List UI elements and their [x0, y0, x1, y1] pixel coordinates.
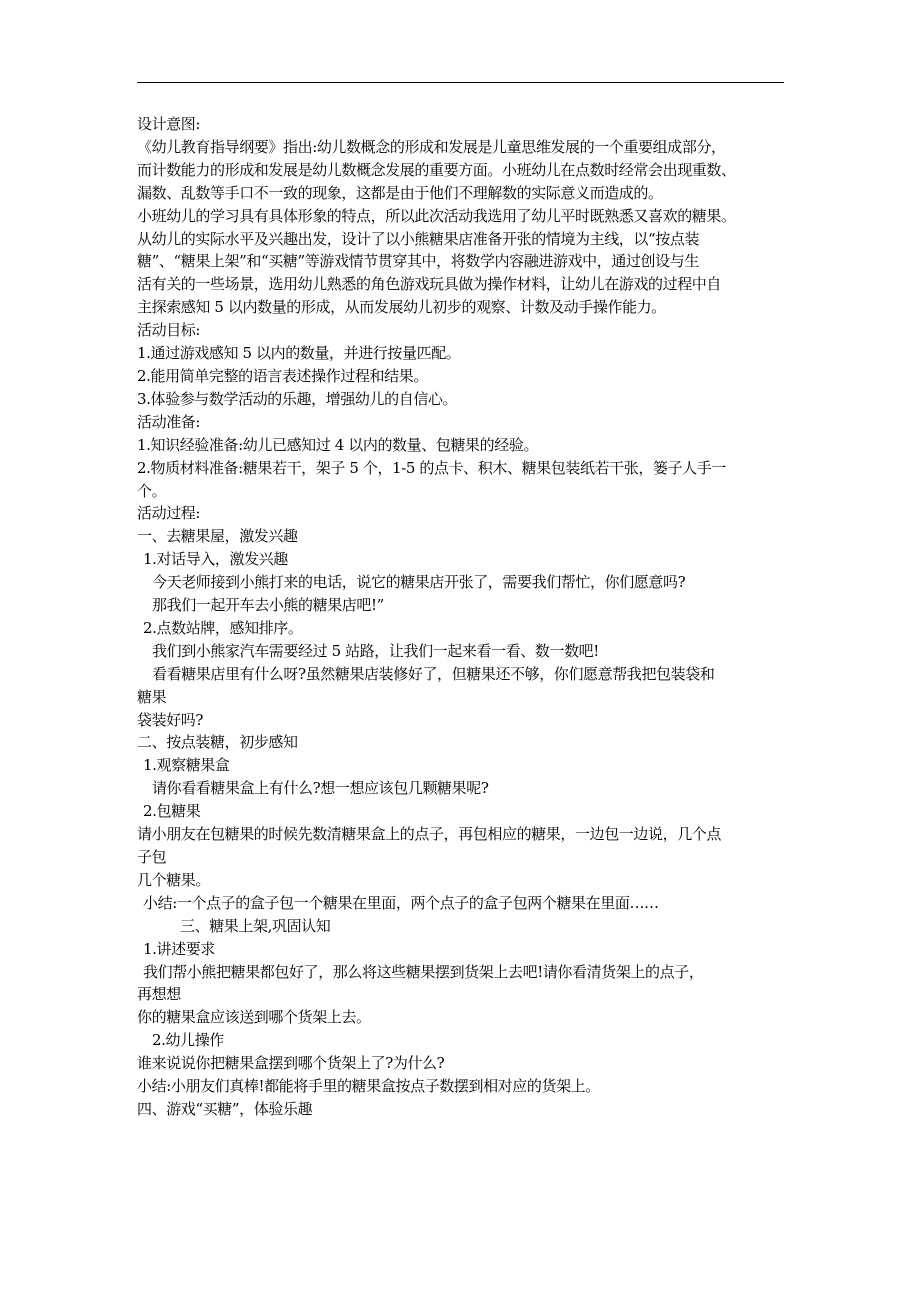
- sub-step-heading: 2.幼儿操作: [152, 1031, 224, 1050]
- list-item: 1.知识经验准备:幼儿已感知过 4 以内的数量、包糖果的经验。: [137, 435, 539, 454]
- paragraph-line: 几个糖果。: [137, 870, 211, 889]
- section-heading: 活动目标:: [137, 321, 201, 340]
- paragraph-line: 主探索感知 5 以内数量的形成，从而发展幼儿初步的观察、计数及动手操作能力。: [137, 298, 666, 317]
- paragraph-line: 我们帮小熊把糖果都包好了，那么将这些糖果摆到货架上去吧!请你看清货架上的点子，: [143, 962, 704, 981]
- paragraph-line: 谁来说说你把糖果盒摆到哪个货架上了?为什么?: [137, 1054, 445, 1073]
- list-item: 1.通过游戏感知 5 以内的数量，并进行按量匹配。: [137, 344, 461, 363]
- section-heading: 设计意图:: [137, 115, 201, 133]
- list-item: 2.物质材料准备:糖果若干，架子 5 个，1-5 的点卡、积木、糖果包装纸若干张，篓子人手一: [137, 458, 726, 477]
- paragraph-line: 我们到小熊家汽车需要经过 5 站路，让我们一起来看一看、数一数吧!: [152, 641, 599, 660]
- step-heading: 三、糖果上架,巩固认知: [180, 916, 331, 935]
- list-item: 2.能用简单完整的语言表述操作过程和结果。: [137, 366, 428, 385]
- paragraph-line: 再想想: [137, 985, 181, 1004]
- paragraph-line: 《幼儿教育指导纲要》指出:幼儿数概念的形成和发展是儿童思维发展的一个重要组成部分，: [137, 137, 726, 156]
- paragraph-line: 活有关的一些场景，选用幼儿熟悉的角色游戏玩具做为操作材料，让幼儿在游戏的过程中自: [137, 275, 722, 294]
- paragraph-line: 请小朋友在包糖果的时候先数清糖果盒上的点子，再包相应的糖果，一边包一边说，几个点: [137, 825, 722, 844]
- paragraph-line: 袋装好吗?: [137, 710, 204, 729]
- paragraph-line: 小班幼儿的学习具有具体形象的特点，所以此次活动我选用了幼儿平时既熟悉又喜欢的糖果。: [137, 206, 736, 225]
- paragraph-line: 请你看看糖果盒上有什么?想一想应该包几颗糖果呢?: [152, 779, 489, 798]
- paragraph-line: 从幼儿的实际水平及兴趣出发，设计了以小熊糖果店准备开张的情境为主线，以“按点装: [137, 229, 700, 248]
- paragraph-line: 漏数、乱数等手口不一致的现象，这都是由于他们不理解数的实际意义而造成的。: [137, 183, 663, 202]
- sub-step-heading: 1.对话导入，激发兴趣: [143, 550, 288, 569]
- section-heading: 活动过程:: [137, 504, 201, 523]
- list-item: 3.体验参与数学活动的乐趣，增强幼儿的自信心。: [137, 389, 458, 408]
- paragraph-line: 个。: [137, 481, 167, 500]
- paragraph-line: 子包: [137, 848, 167, 866]
- paragraph-line: 糖”、“糖果上架”和“买糖”等游戏情节贯穿其中，将数学内容融进游戏中，通过创设与生: [137, 252, 699, 271]
- paragraph-line: 糖果: [137, 687, 167, 706]
- paragraph-line: 那我们一起开车去小熊的糖果店吧!”: [152, 596, 384, 615]
- summary-line: 小结:小朋友们真棒!都能将手里的糖果盒按点子数摆到相对应的货架上。: [137, 1077, 600, 1096]
- sub-step-heading: 1.观察糖果盒: [143, 756, 230, 775]
- section-heading: 活动准备:: [137, 412, 201, 431]
- step-heading: 四、游戏“买糖”，体验乐趣: [137, 1099, 313, 1118]
- paragraph-line: 你的糖果盒应该送到哪个货架上去。: [137, 1008, 371, 1027]
- sub-step-heading: 2.包糖果: [143, 802, 201, 821]
- step-heading: 二、按点装糖，初步感知: [137, 733, 298, 752]
- sub-step-heading: 1.讲述要求: [143, 939, 215, 958]
- summary-line: 小结:一个点子的盒子包一个糖果在里面，两个点子的盒子包两个糖果在里面……: [143, 893, 659, 912]
- document-body: [137, 113, 787, 1121]
- header-rule: [137, 82, 784, 83]
- sub-step-heading: 2.点数站牌，感知排序。: [143, 618, 303, 637]
- paragraph-line: 看看糖果店里有什么呀?虽然糖果店装修好了，但糖果还不够，你们愿意帮我把包装袋和: [152, 664, 715, 683]
- paragraph-line: 而计数能力的形成和发展是幼儿数概念发展的重要方面。小班幼儿在点数时经常会出现重数、: [137, 160, 736, 179]
- paragraph-line: 今天老师接到小熊打来的电话，说它的糖果店开张了，需要我们帮忙，你们愿意吗?: [152, 573, 686, 592]
- step-heading: 一、去糖果屋，激发兴趣: [137, 527, 298, 546]
